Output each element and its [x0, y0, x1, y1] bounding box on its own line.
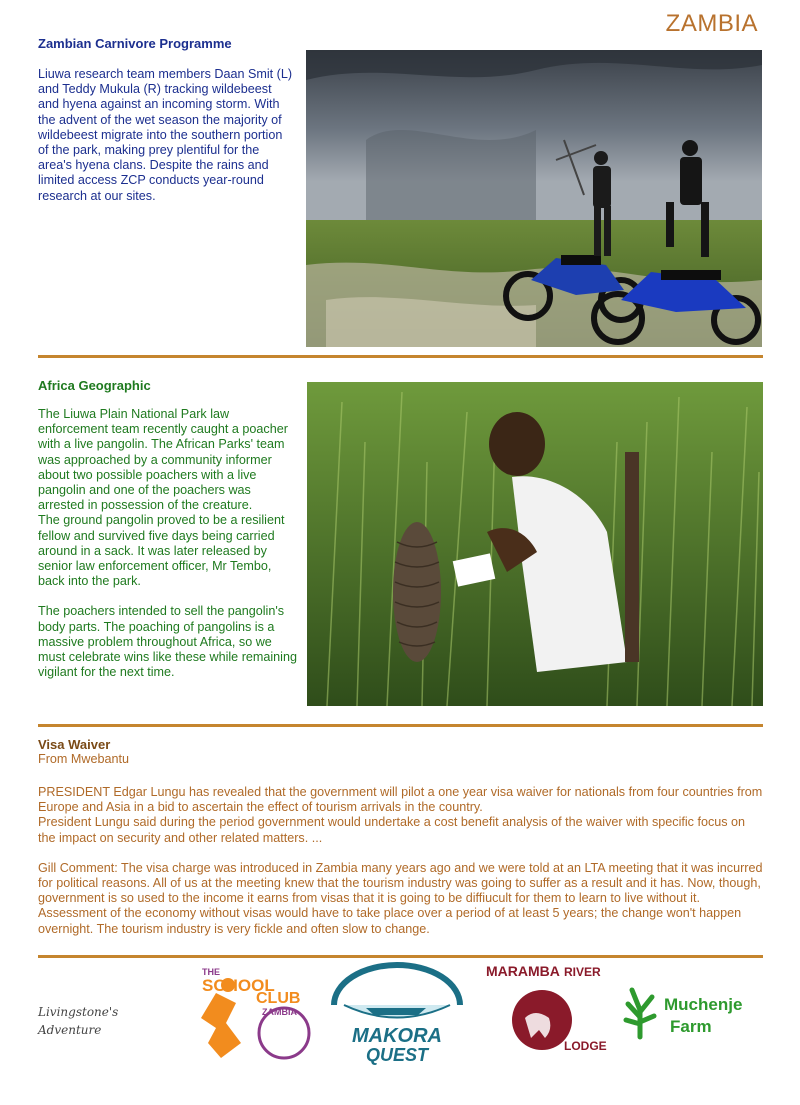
section-source: From Mwebantu [38, 752, 129, 766]
svg-text:QUEST: QUEST [365, 1045, 429, 1065]
svg-text:THE: THE [202, 967, 220, 977]
svg-text:SCHOOL: SCHOOL [202, 976, 275, 995]
logo-livingstones-adventure: Livingstone's Adventure [38, 1005, 119, 1037]
photo-researchers-motorbikes [306, 50, 762, 347]
svg-text:CLUB: CLUB [256, 990, 301, 1007]
country-heading: ZAMBIA [665, 10, 758, 37]
svg-text:Muchenje: Muchenje [664, 995, 743, 1014]
leaf-icon [626, 990, 654, 1037]
divider [38, 955, 763, 958]
svg-text:MARAMBA: MARAMBA [486, 963, 560, 979]
section-body-visa-waiver [38, 785, 766, 937]
logo-makora-quest [326, 960, 468, 1066]
logo-muchenje-farm [620, 982, 762, 1044]
svg-text:LODGE: LODGE [564, 1039, 607, 1053]
section-title-zcp: Zambian Carnivore Programme [38, 36, 232, 51]
section-body-zcp [38, 67, 296, 204]
logo-school-club-zambia [186, 963, 328, 1063]
paragraph: The poachers intended to sell the pangolin's body parts. The poaching of pangolins is a massive problem throughout Africa, so we must celebrate wins like these while remaining vigilant for the next time. [38, 604, 297, 680]
paragraph: Liuwa research team members Daan Smit (L) and Teddy Mukula (R) tracking wildebeest and hyena against an incoming storm. With the advent of the wet season the majority of wildebeest migrate into the southern portion of the park, making prey plentiful for the area's hyena clans. Despite the rains and limited access ZCP conducts year-round research at our sites. [38, 67, 293, 203]
runner-icon [201, 993, 241, 1058]
kayak-icon [366, 1008, 426, 1015]
svg-text:Farm: Farm [670, 1017, 712, 1036]
paragraph: President Lungu said during the period government would undertake a cost benefit analysis of the waiver with specific focus on the impact on security and other related matters. ... [38, 815, 746, 845]
section-title-africa-geographic: Africa Geographic [38, 378, 151, 393]
paragraph: The ground pangolin proved to be a resilient fellow and survived five days being carried around in a sack. It was later released by senior law enforcement officer, Mr Tembo, back into the park. [38, 513, 285, 589]
paragraph: PRESIDENT Edgar Lungu has revealed that the government will pilot a one year visa waiver for nationals from four countries from Europe and Asia in a bid to ascertain the effect of tourism arrivals in the country. [38, 785, 763, 815]
section-body-africa-geographic [38, 407, 300, 680]
photo-ranger-pangolin [307, 382, 763, 706]
svg-text:MAKORA: MAKORA [352, 1025, 442, 1047]
svg-text:ZAMBIA: ZAMBIA [262, 1007, 297, 1017]
logo-maramba-river-lodge [480, 960, 608, 1060]
section-title-visa-waiver: Visa Waiver [38, 737, 111, 752]
divider [38, 355, 763, 358]
divider [38, 724, 763, 727]
svg-text:RIVER: RIVER [564, 965, 601, 979]
paragraph: Gill Comment: The visa charge was introduced in Zambia many years ago and we were told at an LTA meeting that it was incurred for political reasons. All of us at the meeting knew that the tourism industry was going to suffer as a result and it has. Now, though, government is so used to the income it earns from visas that it is going to be diffiucult for them to learn to live without it. Assessment of the economy without visas would have to take place over a period of at least 5 years; the change won't happen overnight. The tourism industry is very fickle and often slow to change. [38, 860, 763, 936]
paragraph: The Liuwa Plain National Park law enforcement team recently caught a poacher with a live pangolin. The African Parks' team was approached by a community informer about two possible poachers with a live pangolin and one of the poachers was arrested in possession of the creature. [38, 407, 288, 513]
